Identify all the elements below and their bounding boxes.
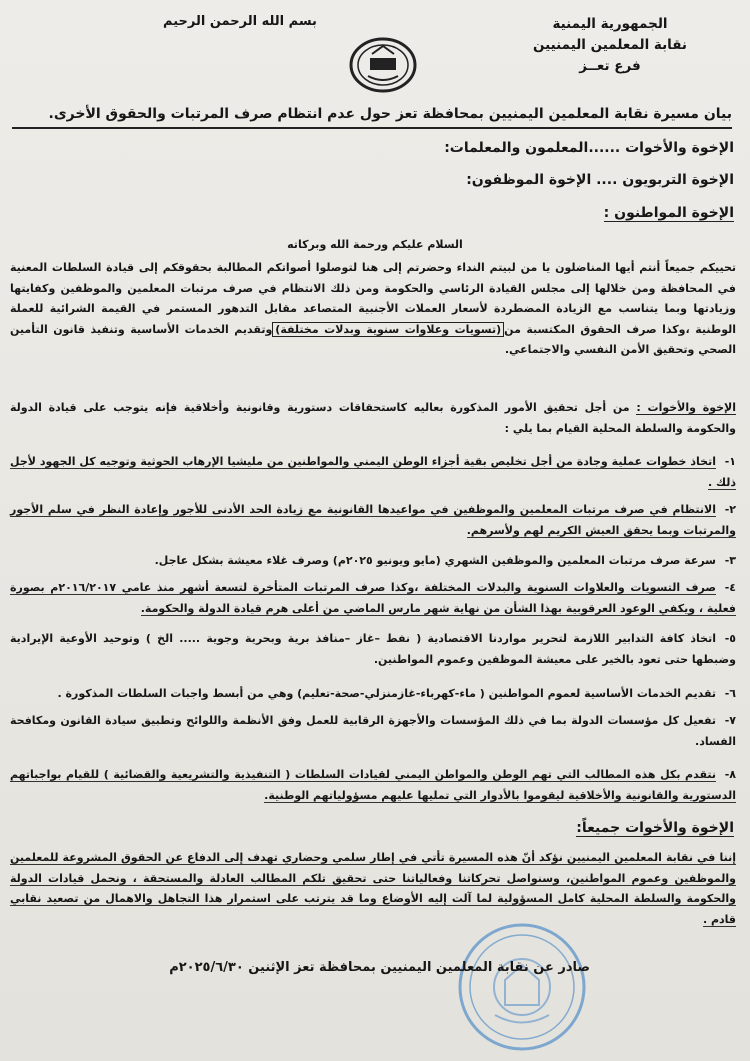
demand-number: ٧-: [724, 714, 736, 727]
demand-text: سرعة صرف مرتبات المعلمين والموظفين الشهري (مايو ويونيو ٢٠٢٥م) وصرف غلاء معيشة بشكل عاجل.: [154, 554, 716, 567]
union-logo-icon: [348, 36, 418, 94]
demand-item: [10, 765, 736, 806]
salutation-citizens-text: الإخوة المواطنون :: [603, 205, 734, 221]
intro-paragraph: [10, 258, 736, 361]
demand-number: ٥-: [724, 632, 736, 645]
salutation-educators: الإخوة التربويون .... الإخوة الموظفون:: [466, 172, 734, 188]
closing-salutation: [576, 820, 734, 836]
demand-item: [10, 500, 736, 541]
official-stamp-icon: [455, 920, 590, 1055]
demand-item: [10, 629, 736, 670]
demand-text: صرف التسويات والعلاوات السنوية والبدلات المختلفة ،وكذا صرف المرتبات المتأخرة لتسعة أشهر منذ عامي ٢٠١٦/٢٠١٧م بصورة فعلية ، ويكفي الوعود العرقوبية بهذا الشأن من نهاية شهر مارس الماضي من أعلى هرم قيادة الدولة والحكومة.: [10, 581, 736, 615]
closing-text: إننا في نقابة المعلمين اليمنيين نؤكد أنّ هذه المسيرة تأتي في إطار سلمي وحضاري تهدف إلى الدفاع عن الحقوق المشروعة للمعلمين والموظفين وعموم المواطنين، وسنواصل تحركاتنا وفعالياتنا حتى تحقيق تلكم المطالب العادلة والمستحقة ، ونحمل قيادات الدولة والحكومة والسلطة المحلية كامل المسؤولية لما آلت إليه الأوضاع وما قد يترتب على استمرار هذا التجاهل والاهمال من تصعيد نقابي قادم .: [10, 851, 736, 926]
demand-text: الانتظام في صرف مرتبات المعلمين والموظفين في مواعيدها القانونية مع زيادة الحد الأدنى للأجور وإعادة النظر في سلم الأجور والمرتبات وبما يحقق العيش الكريم لهم ولأسرهم.: [10, 503, 736, 537]
demand-number: ٦-: [724, 687, 736, 700]
demand-number: ٨-: [724, 768, 736, 781]
org-country: الجمهورية اليمنية: [552, 16, 668, 32]
salutation-citizens: [604, 205, 734, 221]
basmala: بسم الله الرحمن الرحيم: [163, 14, 317, 29]
issued-by-footer: صادر عن نقابة المعلمين اليمنيين بمحافظة تعز الإثنين ٢٠٢٥/٦/٣٠م: [169, 960, 590, 975]
demand-number: ٢-: [724, 503, 736, 516]
demand-text: تفعيل كل مؤسسات الدولة بما في ذلك المؤسسات والأجهزة الرقابية للعمل وفق الأنظمة واللوائح وتطبيق سيادة القانون ومكافحة الفساد.: [10, 714, 736, 748]
demand-item: [10, 452, 736, 493]
letterhead-org: [510, 14, 710, 77]
demands-intro-text: من أجل تحقيق الأمور المذكورة بعاليه كاستحقاقات دستورية وقانونية وأخلاقية فإنه يتوجب على قيادة الدولة والحكومة والسلطة المحلية القيام بما يلي :: [10, 401, 736, 435]
demand-number: ٤-: [724, 581, 737, 594]
demand-text: تقديم الخدمات الأساسية لعموم المواطنين ( ماء-كهرباء-غازمنزلي-صحة-تعليم) وهي من أبسط واجبات السلطات المذكورة .: [57, 687, 716, 700]
demands-intro-lead: الإخوة والأخوات :: [636, 401, 736, 414]
salutation-teachers: الإخوة والأخوات ......المعلمون والمعلمات:: [444, 140, 734, 156]
closing-paragraph: [10, 848, 736, 930]
demand-item: [10, 684, 736, 705]
demand-item: [10, 711, 736, 752]
demand-number: ١-: [724, 455, 736, 468]
greeting: السلام عليكم ورحمة الله وبركاته: [287, 238, 463, 251]
demand-item: [10, 578, 736, 619]
intro-boxed-text: (تسويات وعلاوات سنوية وبدلات مختلفة): [272, 322, 504, 337]
demand-text: اتخاذ خطوات عملية وجادة من أجل تخليص بقية أجزاء الوطن اليمني والمواطنين من مليشيا الإرهاب الحوثية وتوجيه كل الجهود لأجل ذلك .: [10, 455, 736, 489]
intro-text-1: تحييكم جميعاً أنتم أيها المناضلون يا من لبيتم النداء وحضرتم إلى هنا لتوصلوا أصواتكم المطالبة بحقوقكم إلى قيادة السلطات المعنية في المحافظة ومن خلالها إلى مجلس القيادة الرئاسي والحكومة ومن ذلك الانتظام في صرف مرتبات المعلمين والموظفين وكفايتها وزيادتها وبما يتناسب مع الزيادة المضطردة لأسعار العملات الأجنبية المتصاعد مقابل التدهور المستمر في القيمة الشرائية للعملة الوطنية ،وكذا صرف الحقوق المكتسبة من: [10, 261, 737, 336]
demand-item: [10, 551, 736, 572]
intro-text-2: وتقديم الخدمات الأساسية وتنفيذ قانون التأمين الصحي وتحقيق الأمن النفسي والاجتماعي.: [10, 322, 736, 356]
closing-lead: الإخوة والأخوات جميعاً:: [576, 820, 734, 836]
demand-text: نتقدم بكل هذه المطالب التي تهم الوطن والمواطن اليمني لقيادات السلطات ( التنفيذية والتشريعية والقضائية ) للقيام بواجباتهم الدستورية والقانونية والأخلاقية ليقوموا بالأدوار التي تمليها عليهم مسؤولياتهم الوطنية.: [10, 768, 736, 802]
org-branch: فرع تعــز: [579, 58, 641, 74]
demands-intro: [10, 398, 736, 439]
demand-text: اتخاذ كافة التدابير اللازمة لتحرير مواردنا الاقتصادية ( نفط –غاز –منافذ برية وبحرية وجوية ..... الخ ) وتوحيد الأوعية الإيرادية وضبطها حتى تعود بالخير على معيشة الموظفين وعموم المواطنين.: [10, 632, 736, 666]
statement-title: بيان مسيرة نقابة المعلمين اليمنيين بمحافظة تعز حول عدم انتظام صرف المرتبات والحقوق الأخرى.: [12, 103, 732, 129]
demand-number: ٣-: [724, 554, 736, 567]
org-name: نقابة المعلمين اليمنيين: [532, 37, 688, 53]
